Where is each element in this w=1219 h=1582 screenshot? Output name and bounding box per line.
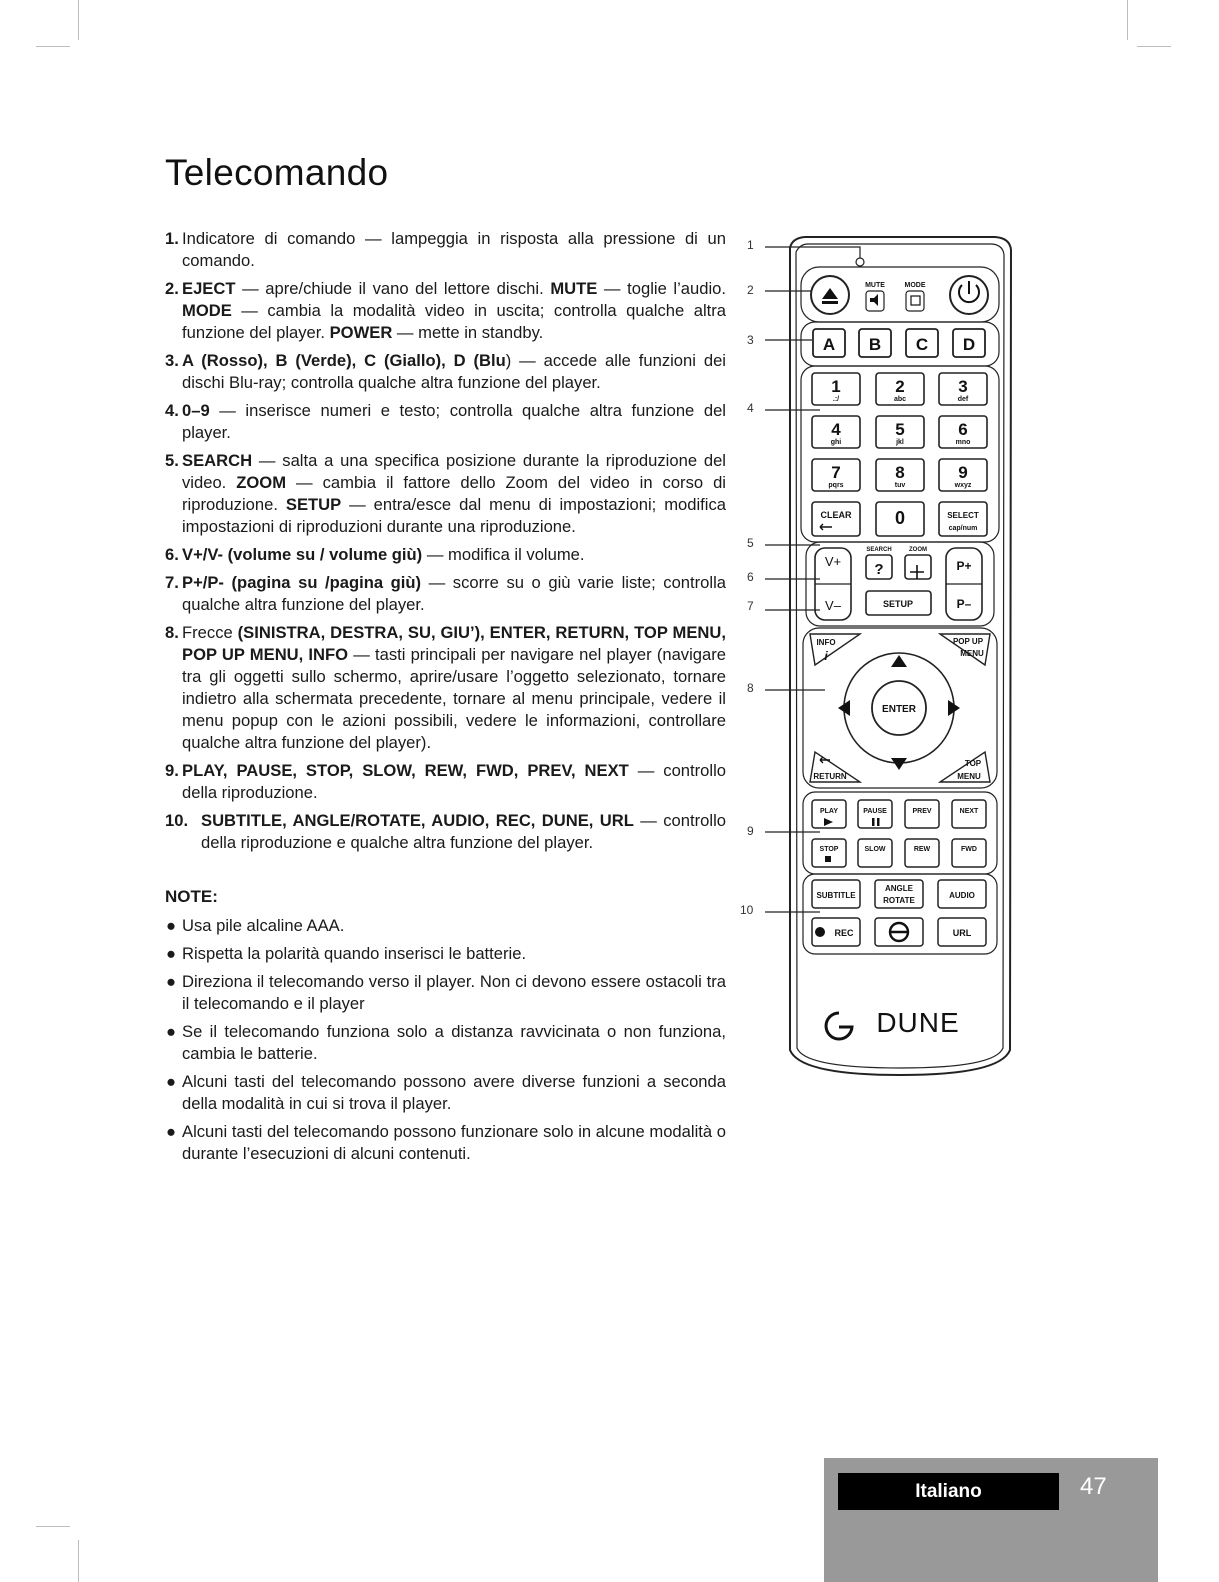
list-item-number: 9. bbox=[165, 761, 179, 780]
list-item-text: — toglie l’audio. bbox=[597, 279, 726, 298]
eject-icon bbox=[822, 288, 838, 299]
crop-mark bbox=[36, 46, 70, 47]
note-text: Direziona il telecomando verso il player. Non ci devono essere ostacoli tra il telecomando e il player bbox=[182, 972, 726, 1013]
callout-number: 2 bbox=[747, 283, 754, 297]
crop-mark bbox=[1127, 0, 1128, 40]
zoom-icon bbox=[910, 565, 924, 579]
list-item-number: 10. bbox=[165, 811, 189, 830]
select-sub-label: cap/num bbox=[948, 525, 978, 532]
digit-6[interactable]: 6 bbox=[958, 420, 968, 439]
language-label: Italiano bbox=[838, 1473, 1059, 1510]
popup-menu-button[interactable]: POP UP bbox=[952, 637, 984, 646]
crop-mark bbox=[78, 1540, 79, 1582]
remote-control-illustration bbox=[760, 230, 1020, 1080]
bullet-icon: ● bbox=[166, 1072, 177, 1091]
clear-button[interactable]: CLEAR bbox=[820, 510, 852, 520]
setup-button[interactable]: SETUP bbox=[882, 599, 914, 609]
mute-icon bbox=[870, 294, 878, 306]
list-item bbox=[165, 622, 726, 754]
digit-6-letters: mno bbox=[955, 439, 971, 446]
callout-number: 8 bbox=[747, 681, 754, 695]
list-item-keyword: V+/V- (volume su / volume giù) bbox=[182, 545, 423, 564]
note-text: Alcuni tasti del telecomando possono funzionare solo in alcune modalità o durante l’esecuzioni di alcuni contenuti. bbox=[182, 1122, 726, 1163]
button-a[interactable]: A bbox=[822, 335, 836, 354]
callout-number: 5 bbox=[747, 536, 754, 550]
list-item-keyword: A (Rosso), B (Verde), C (Giallo), D (Blu bbox=[182, 351, 506, 370]
list-item bbox=[165, 450, 726, 538]
bullet-icon: ● bbox=[166, 944, 177, 963]
digit-2[interactable]: 2 bbox=[895, 377, 905, 396]
volume-down-button[interactable]: V– bbox=[825, 598, 841, 613]
bullet-icon: ● bbox=[166, 1022, 177, 1041]
callout-number: 9 bbox=[747, 824, 754, 838]
digit-3[interactable]: 3 bbox=[958, 377, 968, 396]
digit-0[interactable]: 0 bbox=[894, 508, 906, 528]
list-item-number: 4. bbox=[165, 401, 179, 420]
search-label: SEARCH bbox=[866, 547, 892, 553]
callout-number: 6 bbox=[747, 570, 754, 584]
note-text: Alcuni tasti del telecomando possono avere diverse funzioni a seconda della modalità in cui si trova il player. bbox=[182, 1072, 726, 1113]
digit-4[interactable]: 4 bbox=[831, 420, 841, 439]
callout-number: 10 bbox=[740, 903, 754, 917]
list-item-keyword: (SINISTRA, DESTRA, SU, GIU’), ENTER, RETURN, TOP MENU, POP UP MENU, INFO bbox=[182, 623, 726, 664]
list-item-keyword: ZOOM bbox=[236, 473, 287, 492]
crop-mark bbox=[36, 1526, 70, 1527]
notes-list bbox=[165, 915, 726, 1171]
brand-logo-text: DUNE bbox=[876, 1007, 960, 1038]
fwd-button[interactable]: FWD bbox=[961, 846, 977, 853]
bullet-icon: ● bbox=[166, 972, 177, 991]
digit-7[interactable]: 7 bbox=[831, 463, 841, 482]
list-item bbox=[165, 572, 726, 616]
list-item-text: Frecce bbox=[182, 623, 238, 642]
callout-number: 4 bbox=[747, 401, 754, 415]
list-item bbox=[165, 350, 726, 394]
mute-label: MUTE bbox=[865, 282, 885, 289]
list-item-number: 8. bbox=[165, 623, 179, 642]
list-item-keyword: SEARCH bbox=[182, 451, 253, 470]
button-b[interactable]: B bbox=[868, 335, 882, 354]
list-item-keyword: MUTE bbox=[550, 279, 598, 298]
list-item-text: — cambia la modalità video in uscita; controlla qualche altra funzione del player. bbox=[182, 301, 726, 342]
note-item bbox=[165, 971, 726, 1015]
note-title: NOTE: bbox=[165, 887, 218, 906]
rotate-label: ROTATE bbox=[883, 896, 915, 905]
list-item-keyword: SUBTITLE, ANGLE/ROTATE, AUDIO, REC, DUNE, URL bbox=[201, 811, 634, 830]
list-item-text: — tasti principali per navigare nel player (navigare tra gli oggetti sullo schermo, aprire/usare l’oggetto selezionato, tornare indietro alla schermata precedente, tornare al menu principale, vedere il menu popup con le azioni possibili, vedere le informazioni, controllare qualche altra funzione del player). bbox=[182, 645, 726, 752]
list-item-text: ) — accede alle funzioni dei dischi Blu-ray; controlla qualche altra funzione del player. bbox=[182, 351, 726, 392]
enter-button[interactable]: ENTER bbox=[882, 704, 916, 715]
list-item-keyword: P+/P- (pagina su /pagina giù) bbox=[182, 573, 422, 592]
list-item bbox=[165, 810, 726, 854]
rew-button[interactable]: REW bbox=[913, 846, 931, 853]
play-icon bbox=[824, 818, 833, 826]
eject-icon-bar bbox=[822, 301, 838, 304]
list-item-text: — salta a una specifica posizione durante la riproduzione del video. bbox=[182, 451, 726, 492]
list-item-text: — mette in standby. bbox=[392, 323, 544, 342]
play-button[interactable]: PLAY bbox=[819, 808, 839, 815]
stop-button[interactable]: STOP bbox=[819, 846, 839, 853]
list-item-keyword: 0–9 bbox=[182, 401, 210, 420]
info-button[interactable]: INFO bbox=[816, 638, 836, 647]
arrow-up-icon bbox=[891, 655, 907, 667]
next-button[interactable]: NEXT bbox=[959, 808, 979, 815]
note-item bbox=[165, 1071, 726, 1115]
pause-button[interactable]: PAUSE bbox=[863, 808, 887, 815]
list-item-number: 2. bbox=[165, 279, 179, 298]
callout-number: 1 bbox=[747, 238, 754, 252]
list-item-text: Indicatore di comando — lampeggia in risposta alla pressione di un comando. bbox=[182, 229, 726, 270]
bullet-icon: ● bbox=[166, 916, 177, 935]
mode-icon bbox=[911, 296, 920, 305]
note-item bbox=[165, 943, 726, 965]
stop-icon bbox=[825, 856, 831, 862]
search-button[interactable]: ? bbox=[874, 561, 884, 578]
button-c[interactable]: C bbox=[915, 335, 929, 354]
list-item-keyword: MODE bbox=[182, 301, 232, 320]
zoom-label: ZOOM bbox=[909, 547, 927, 553]
digit-5[interactable]: 5 bbox=[895, 420, 905, 439]
list-item-text: — cambia il fattore dello Zoom del video in corso di riproduzione. bbox=[182, 473, 726, 514]
page-number: 47 bbox=[1080, 1473, 1107, 1500]
list-item-keyword: POWER bbox=[329, 323, 393, 342]
page-up-button[interactable]: P+ bbox=[956, 559, 972, 573]
list-item bbox=[165, 760, 726, 804]
list-item bbox=[165, 544, 726, 566]
list-item-text: — scorre su o giù varie liste; controlla qualche altra funzione del player. bbox=[182, 573, 726, 614]
subtitle-button[interactable]: SUBTITLE bbox=[816, 891, 856, 900]
pause-icon bbox=[872, 818, 875, 826]
callout-number: 3 bbox=[747, 333, 754, 347]
return-button[interactable]: RETURN bbox=[813, 772, 847, 781]
digit-4-letters: ghi bbox=[830, 439, 842, 446]
angle-button[interactable]: ANGLE bbox=[885, 884, 913, 893]
crop-mark bbox=[1137, 46, 1171, 47]
digit-8[interactable]: 8 bbox=[895, 463, 905, 482]
arrow-down-icon bbox=[891, 758, 907, 770]
list-item-keyword: EJECT bbox=[182, 279, 236, 298]
digit-9-letters: wxyz bbox=[954, 482, 972, 489]
button-d[interactable]: D bbox=[962, 335, 976, 354]
note-text: Usa pile alcaline AAA. bbox=[182, 916, 345, 935]
digit-7-letters: pqrs bbox=[828, 482, 844, 489]
url-button[interactable]: URL bbox=[952, 928, 972, 938]
select-button[interactable]: SELECT bbox=[947, 511, 979, 520]
list-item-text: — inserisce numeri e testo; controlla qualche altra funzione del player. bbox=[182, 401, 726, 442]
note-text: Se il telecomando funziona solo a distanza ravvicinata o non funziona, cambia le batterie. bbox=[182, 1022, 726, 1063]
digit-5-letters: jkl bbox=[896, 439, 904, 446]
list-item-number: 6. bbox=[165, 545, 179, 564]
list-item-text: — modifica il volume. bbox=[422, 545, 585, 564]
prev-button[interactable]: PREV bbox=[912, 808, 932, 815]
popup-menu-label: MENU bbox=[960, 649, 984, 658]
list-item-text: — controllo della riproduzione. bbox=[182, 761, 726, 802]
digit-1[interactable]: 1 bbox=[831, 377, 841, 396]
digit-1-letters: .:/ bbox=[832, 396, 840, 403]
list-item-number: 5. bbox=[165, 451, 179, 470]
list-item-number: 3. bbox=[165, 351, 179, 370]
crop-mark bbox=[78, 0, 79, 40]
rec-button[interactable]: REC bbox=[834, 928, 854, 938]
list-item-keyword: PLAY, PAUSE, STOP, SLOW, REW, FWD, PREV, NEXT bbox=[182, 761, 629, 780]
list-item-keyword: SETUP bbox=[285, 495, 342, 514]
backspace-icon bbox=[820, 524, 832, 530]
page-down-button[interactable]: P– bbox=[956, 597, 972, 611]
info-icon: i bbox=[824, 649, 828, 663]
numbered-list bbox=[165, 228, 726, 860]
slow-button[interactable]: SLOW bbox=[864, 846, 886, 853]
mode-label: MODE bbox=[904, 282, 926, 289]
bullet-icon: ● bbox=[166, 1122, 177, 1141]
list-item-text: — entra/esce dal menu di impostazioni; modifica impostazioni di riproduzioni durante una riproduzione. bbox=[182, 495, 727, 536]
list-item bbox=[165, 228, 726, 272]
callout-number: 7 bbox=[747, 599, 754, 613]
list-item-number: 1. bbox=[165, 229, 179, 248]
note-item bbox=[165, 1021, 726, 1065]
top-menu-button[interactable]: TOP bbox=[964, 759, 982, 768]
rec-icon bbox=[815, 927, 825, 937]
note-item bbox=[165, 915, 726, 937]
digit-9[interactable]: 9 bbox=[958, 463, 968, 482]
volume-up-button[interactable]: V+ bbox=[824, 554, 842, 569]
list-item-text: — controllo della riproduzione e qualche altra funzione del player. bbox=[201, 811, 726, 852]
digit-3-letters: def bbox=[957, 396, 969, 403]
digit-2-letters: abc bbox=[893, 396, 907, 403]
page-title: Telecomando bbox=[165, 152, 389, 193]
top-menu-label: MENU bbox=[957, 772, 981, 781]
note-item bbox=[165, 1121, 726, 1165]
list-item bbox=[165, 400, 726, 444]
list-item-number: 7. bbox=[165, 573, 179, 592]
audio-button[interactable]: AUDIO bbox=[949, 891, 975, 900]
digit-8-letters: tuv bbox=[894, 482, 906, 489]
dune-logo-icon bbox=[826, 1013, 852, 1039]
list-item-text: — apre/chiude il vano del lettore dischi. bbox=[235, 279, 551, 298]
note-text: Rispetta la polarità quando inserisci le batterie. bbox=[182, 944, 527, 963]
list-item bbox=[165, 278, 726, 344]
